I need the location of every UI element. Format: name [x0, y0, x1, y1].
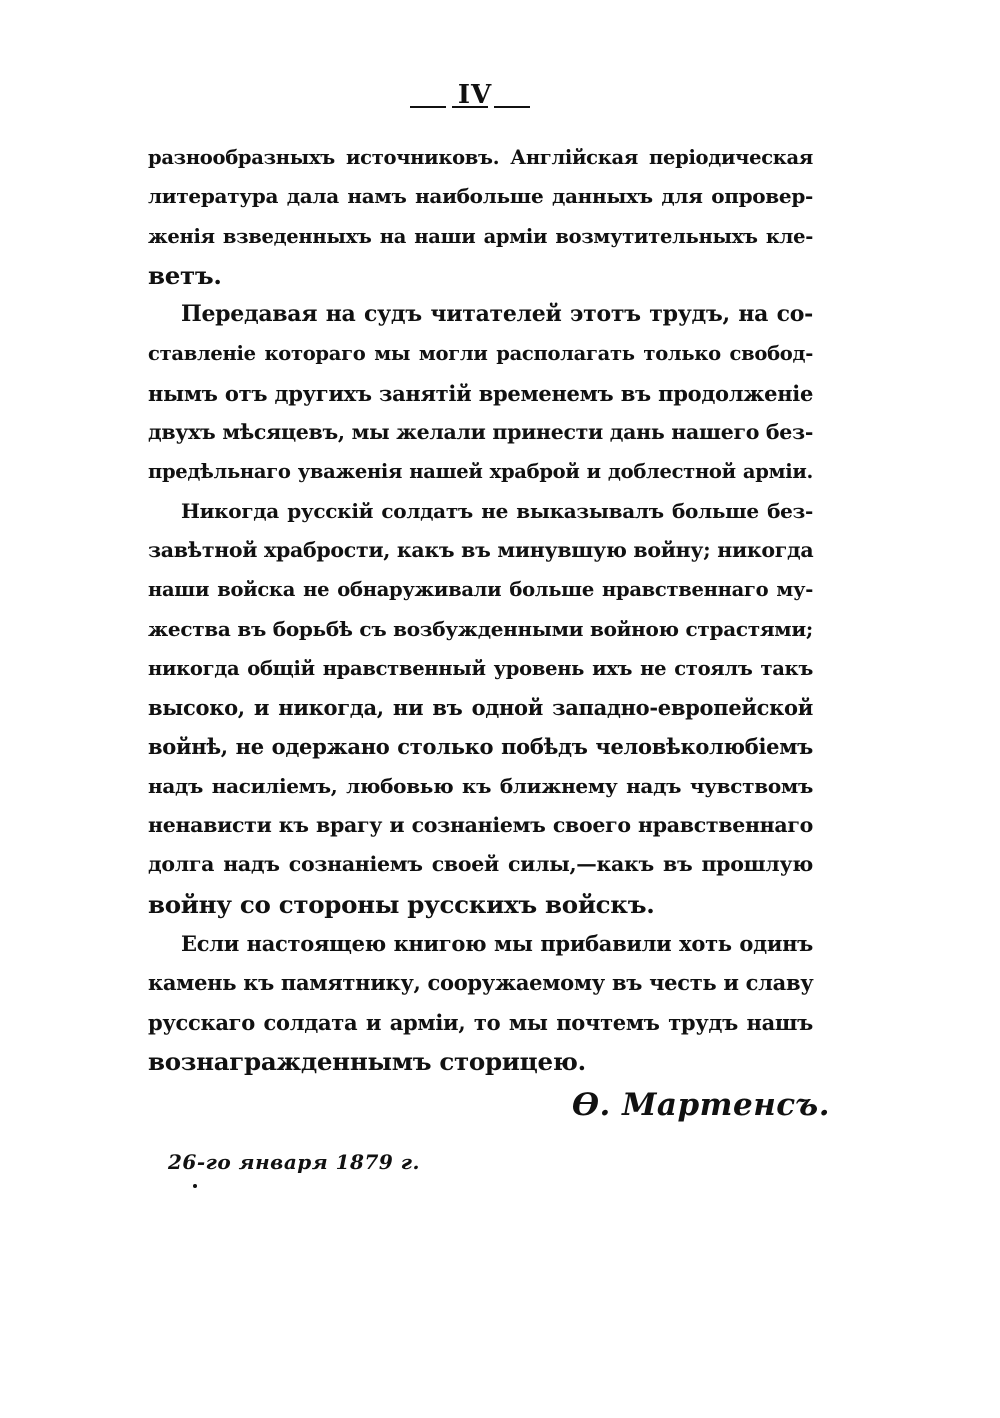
ink-speck: [193, 1184, 197, 1188]
body-text: [148, 138, 813, 1081]
paragraph: [148, 295, 813, 491]
text-line: разнообразныхъ источниковъ. Англiйская перiодическая: [148, 146, 813, 169]
text-line: женiя взведенныхъ на наши армiи возмутительныхъ кле-: [148, 224, 813, 248]
text-line: наши войска не обнаруживали больше нравственнаго му-: [148, 578, 813, 602]
text-line: войнѣ, не одержано столько побѣдъ человѣколюбiемъ: [148, 734, 813, 760]
text-line: высоко, и никогда, ни въ одной западно-европейской: [148, 695, 813, 721]
header-rule-left: [410, 106, 446, 108]
page-header: [400, 80, 550, 110]
author-signature: Ѳ. Мартенсъ.: [572, 1087, 830, 1123]
text-line: литература дала намъ наибольше данныхъ для опровер-: [148, 184, 813, 209]
page-number: IV: [457, 80, 493, 110]
text-line: русскаго солдата и армiи, то мы почтемъ трудъ нашъ: [148, 1009, 813, 1035]
text-line: долга надъ сознанiемъ своей силы,—какъ въ прошлую: [148, 852, 813, 877]
text-line: никогда общiй нравственный уровень ихъ не стоялъ такъ: [148, 656, 813, 680]
text-line: Если настоящею книгою мы прибавили хоть одинъ: [181, 930, 813, 956]
text-line: ненависти къ врагу и сознанiемъ своего нравственнаго: [148, 813, 813, 838]
text-line: ставленiе котораго мы могли располагать только свобод-: [148, 342, 813, 366]
header-rule-center: [452, 106, 488, 108]
text-line: предѣльнаго уваженiя нашей храброй и доблестной армiи.: [148, 460, 813, 484]
text-line: завѣтной храбрости, какъ въ минувшую войну; никогда: [148, 537, 814, 562]
text-line: Никогда русскiй солдатъ не выказывалъ больше без-: [181, 498, 813, 523]
text-line: Передавая на судъ читателей этотъ трудъ, на со-: [181, 301, 813, 328]
text-line: жества въ борьбѣ съ возбужденными войною страстями;: [148, 616, 813, 641]
date-line: 26-го января 1879 г.: [168, 1150, 420, 1174]
text-line: камень къ памятнику, сооружаемому въ честь и славу: [148, 970, 814, 996]
text-line: ветъ.: [148, 260, 222, 290]
paragraph: [148, 924, 813, 1081]
text-line: двухъ мѣсяцевъ, мы желали принести дань нашего без-: [148, 420, 814, 445]
paragraph: [148, 492, 813, 924]
paragraph: [148, 138, 813, 295]
text-line: надъ насилiемъ, любовью къ ближнему надъ чувствомъ: [148, 773, 813, 798]
text-line: вознагражденнымъ сторицею.: [148, 1046, 586, 1076]
text-line: нымъ отъ другихъ занятiй временемъ въ продолженiе: [148, 380, 813, 406]
text-line: войну со стороны русскихъ войскъ.: [148, 889, 655, 919]
header-rule-right: [494, 106, 530, 108]
